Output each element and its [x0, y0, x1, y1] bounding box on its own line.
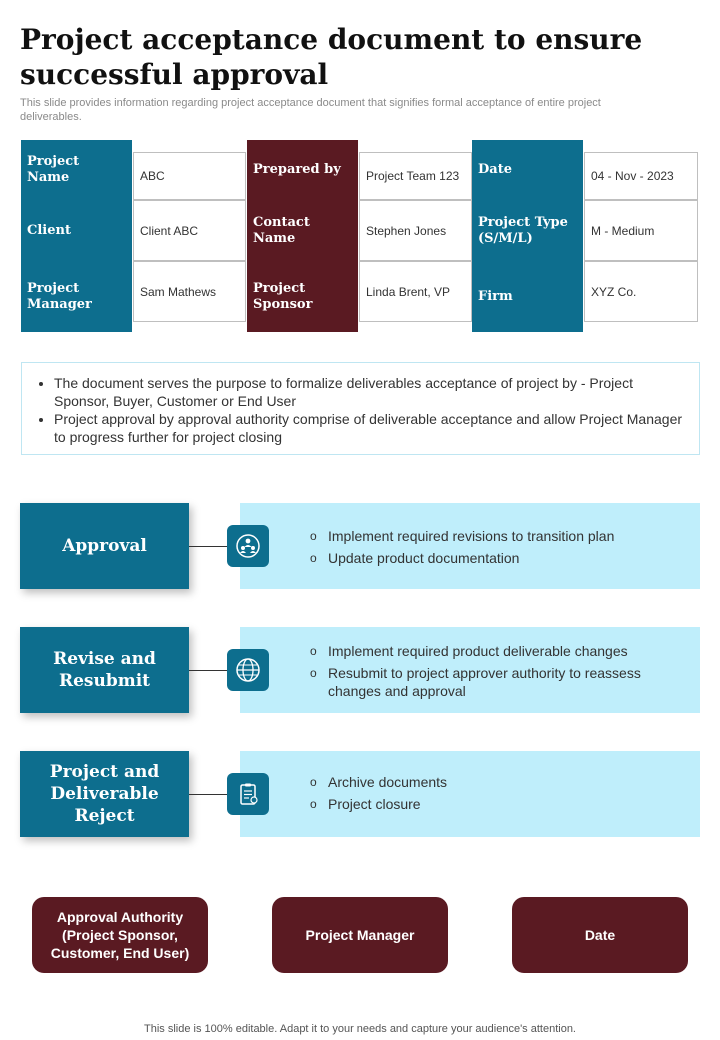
project-manager-signoff: Project Manager: [272, 897, 448, 973]
date-value: 04 - Nov - 2023: [584, 152, 698, 200]
project-name-value: ABC: [133, 152, 246, 200]
contact-name-value: Stephen Jones: [359, 200, 472, 261]
list-item: o Implement required revisions to transition plan: [310, 527, 690, 545]
connector-line: [189, 794, 227, 795]
reject-box: Project and Deliverable Reject: [20, 751, 189, 837]
clipboard-icon: [227, 773, 269, 815]
approval-items: [310, 527, 690, 571]
list-item: o Implement required product deliverable changes: [310, 642, 690, 660]
description-item: • Project approval by approval authority comprise of deliverable acceptance and allow Project Manager to progress further for project closing: [54, 410, 689, 446]
project-manager-label: Project Manager: [21, 261, 132, 332]
approval-authority-signoff: Approval Authority (Project Sponsor, Customer, End User): [32, 897, 208, 973]
project-sponsor-value: Linda Brent, VP: [359, 261, 472, 322]
firm-label: Firm: [472, 261, 583, 332]
project-type-value: M - Medium: [584, 200, 698, 261]
client-value: Client ABC: [133, 200, 246, 261]
list-item: o Project closure: [310, 795, 690, 813]
client-label: Client: [21, 200, 132, 261]
firm-value: XYZ Co.: [584, 261, 698, 322]
date-signoff: Date: [512, 897, 688, 973]
project-manager-value: Sam Mathews: [133, 261, 246, 322]
contact-name-label: Contact Name: [247, 200, 358, 261]
list-item: o Resubmit to project approver authority to reassess changes and approval: [310, 664, 690, 700]
date-label: Date: [472, 140, 583, 200]
team-icon: [227, 525, 269, 567]
page-title: Project acceptance document to ensure successful approval: [20, 23, 643, 91]
connector-line: [189, 670, 227, 671]
description-item: • The document serves the purpose to formalize deliverables acceptance of project by - Project Sponsor, Buyer, Customer or End User: [54, 374, 689, 410]
globe-icon: [227, 649, 269, 691]
page-subtitle: This slide provides information regarding project acceptance document that signifies formal acceptance of entire project deliverables.: [20, 97, 601, 123]
project-type-label: Project Type (S/M/L): [472, 200, 583, 261]
list-item: o Update product documentation: [310, 549, 690, 567]
approval-box: Approval: [20, 503, 189, 589]
prepared-by-label: Prepared by: [247, 140, 358, 200]
list-item: o Archive documents: [310, 773, 690, 791]
description-box: [21, 362, 700, 455]
reject-items: [310, 773, 690, 817]
revise-items: [310, 642, 690, 704]
prepared-by-value: Project Team 123: [359, 152, 472, 200]
connector-line: [189, 546, 227, 547]
project-sponsor-label: Project Sponsor: [247, 261, 358, 332]
footer-note: This slide is 100% editable. Adapt it to your needs and capture your audience's attention.: [144, 1023, 576, 1035]
revise-resubmit-box: Revise and Resubmit: [20, 627, 189, 713]
project-name-label: Project Name: [21, 140, 132, 200]
